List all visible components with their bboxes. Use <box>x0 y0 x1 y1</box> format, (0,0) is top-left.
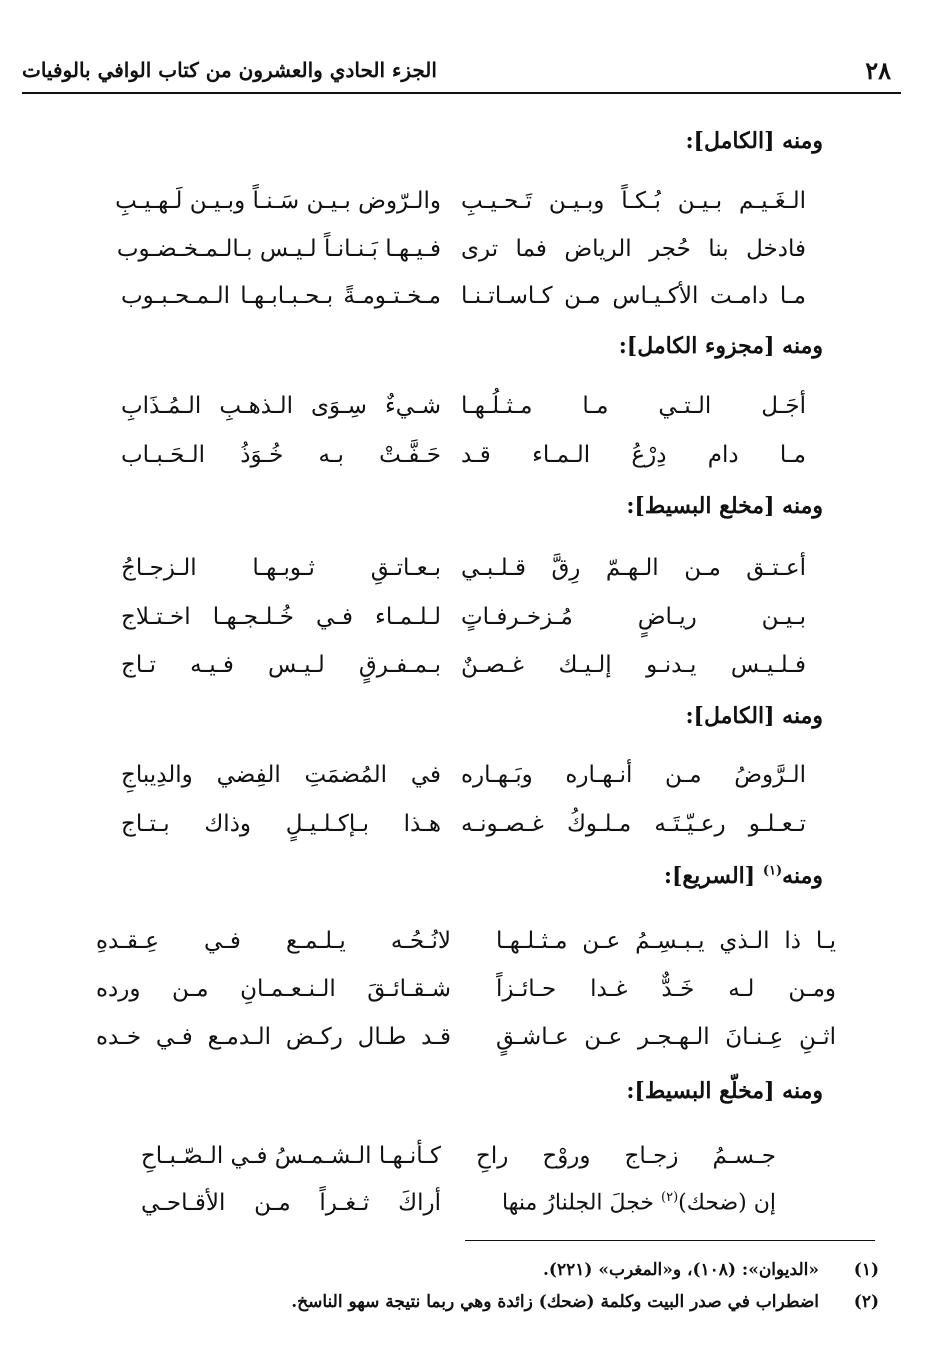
verse-second-hemistich: حَـفَّـتْ بـه خُـوَذُ الـحَـبـاب <box>121 442 441 468</box>
verse-first-hemistich <box>502 1190 776 1215</box>
verse-second-hemistich: لانُـحُـه يـلـمـع فـي عِـقـدهِ <box>96 928 451 954</box>
verse-second-hemistich: شـقـائـقَ الـنـعـمـانِ مـن ورده <box>96 976 451 1002</box>
intro-meter: [السريع]: <box>663 863 763 889</box>
footnote-text: اضطراب في صدر البيت وكلمة (ضحك) زائدة وهي ربما نتيجة سهو الناسخ. <box>291 1292 819 1312</box>
verse-first-hemistich: اثـنِ عِـنـانَ الـهـجـر عـن عـاشـقٍ <box>496 1024 836 1050</box>
verse-first-hemistich: بـيـن ريـاضٍ مُـزخـرفـاتٍ <box>461 604 806 630</box>
verse-second-hemistich: فـيـهـا بَـنـانـاً لـيـس بـالـمـخـضـوب <box>116 236 441 262</box>
footnote-marker: (١) <box>762 863 783 879</box>
intro-text: ومنه <box>782 863 823 889</box>
verse-first-hemistich: فادخل بنا حُجر الرياض فما ترى <box>461 236 806 262</box>
hemistich-text: خجلَ الجلنارُ منها <box>502 1190 661 1216</box>
verse-second-hemistich: أراكَ ثـغـراً مـن الأقـاحـي <box>141 1190 441 1216</box>
page-number: ٢٨ <box>865 56 891 85</box>
verse-first-hemistich: فـلـيـس يـدنـو إلـيـك غـصـنٌ <box>461 652 806 678</box>
verse-second-hemistich: بـمـفـرقٍ لـيـس فـيـه تـاج <box>121 652 441 678</box>
verse-first-hemistich: الـغَـيـم بـيـن بُـكـاً وبـيـن تَـحـيـبِ <box>461 188 806 214</box>
section-intro: ومنه [مخلّع البسيط]: <box>626 1078 823 1104</box>
verse-second-hemistich: شـيءٌ سِـوَى الـذهـبِ الـمُـذَابِ <box>121 393 441 419</box>
footnote-number: (٢) <box>853 1292 879 1312</box>
verse-first-hemistich: جـسـمُ زجـاج وروْح راحِ <box>476 1143 776 1169</box>
section-intro: ومنه [مجزوء الكامل]: <box>618 333 823 359</box>
verse-first-hemistich: تـعـلـو رعـيّـتَـه مـلـوكُ غـصـونـه <box>461 811 806 837</box>
verse-second-hemistich: كـأنـهـا الـشـمـسُ فـي الـصّـبـاحِ <box>140 1143 441 1169</box>
section-intro: ومنه [الكامل]: <box>685 128 823 154</box>
verse-first-hemistich: الـرَّوضُ مـن أنـهـاره وبَـهـاره <box>461 762 806 788</box>
verse-second-hemistich: بـعـاتـقِ ثـوبـهـا الـزجـاجُ <box>121 555 441 581</box>
page-header <box>22 50 901 94</box>
section-intro <box>664 863 823 889</box>
verse-first-hemistich: أعـتـق مـن الـهـمّ رِقَّ قـلـبـي <box>461 555 806 581</box>
running-title: الجزء الحادي والعشرون من كتاب الوافي بالوفيات <box>22 58 437 82</box>
verse-second-hemistich: في المُضمَتِ الفِضي والدِيباجِ <box>121 762 441 788</box>
verse-first-hemistich: مـا دامـت الأكـيـاس مـن كـاسـاتـنـا <box>461 283 806 309</box>
footnote-marker: (٢) <box>661 1190 679 1205</box>
footnote-text: «الديوان»: (١٠٨)، و«المغرب» (٢٢١). <box>542 1260 819 1280</box>
verse-first-hemistich: ومـن لـه خَـدٌّ غـدا حـائـزاً <box>496 976 836 1002</box>
verse-second-hemistich: لـلـمـاء فـي خُـلـجـهـا اخـتـلاج <box>121 604 441 630</box>
verse-second-hemistich: قـد طـال ركـض الـدمـع فـي خـده <box>96 1024 451 1050</box>
footnote <box>543 1260 879 1280</box>
section-intro: ومنه [مخلع البسيط]: <box>626 493 823 519</box>
verse-first-hemistich: أجَـل الـتـي مـا مـثـلُـهـا <box>461 393 806 419</box>
verse-second-hemistich: مـخـتـومـةً بـحـبـابـهـا الـمـحـبـوب <box>121 283 441 309</box>
footnote-divider <box>465 1240 875 1241</box>
verse-first-hemistich: مـا دام دِرْعُ الـمـاء قـد <box>461 442 806 468</box>
verse-second-hemistich: والـرّوض بـيـن سَـنـاً وبـيـن لَـهـيـبِ <box>115 188 441 214</box>
verse-second-hemistich: هـذا بـإكـلـيـلٍ وذاك بـتـاج <box>121 811 441 837</box>
footnote-number: (١) <box>853 1260 879 1280</box>
hemistich-text: إن (ضحك) <box>678 1190 776 1216</box>
section-intro: ومنه [الكامل]: <box>685 703 823 729</box>
footnote <box>291 1292 879 1312</box>
verse-first-hemistich: يـا ذا الـذي يـبـسِـمُ عـن مـثـلـهـا <box>496 928 836 954</box>
